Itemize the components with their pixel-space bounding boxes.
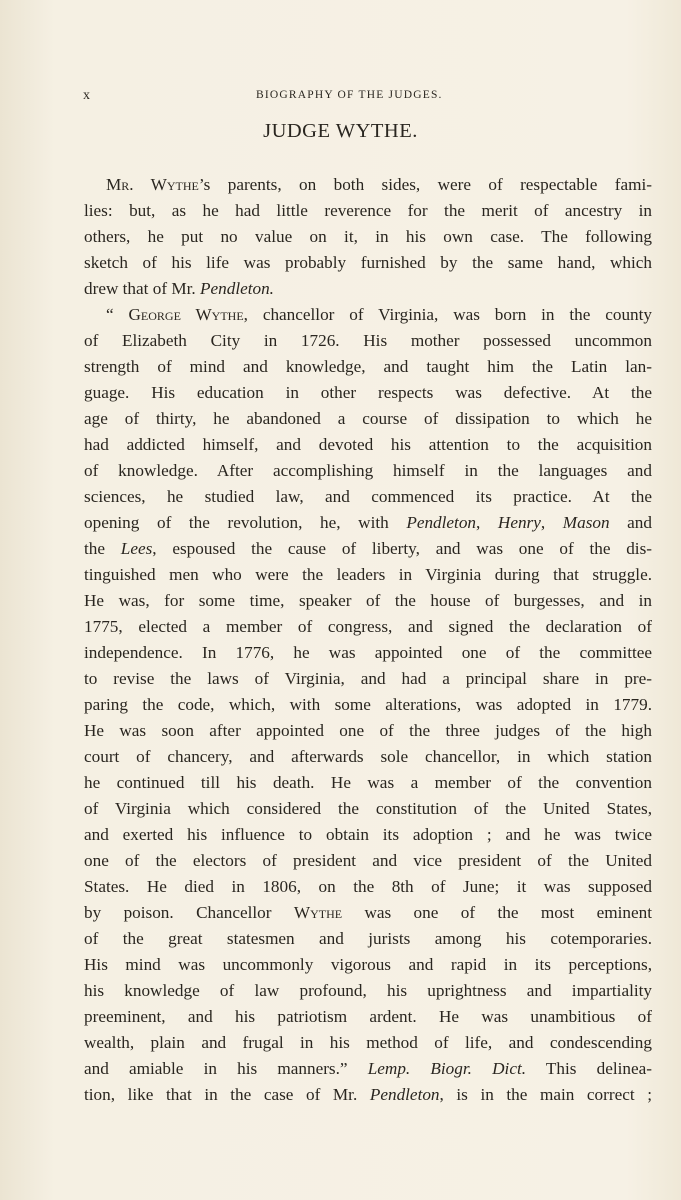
italic-text: Lemp. Biogr. Dict.: [367, 1059, 527, 1078]
text-line: [84, 640, 652, 666]
text-run: independence. In 1776, he was appointed one of the committee: [84, 643, 652, 662]
text-line: [84, 926, 652, 952]
text-run: by poison. Chancellor: [84, 903, 294, 922]
text-line: [84, 588, 652, 614]
italic-text: Pendleton: [406, 513, 477, 532]
italic-text: Pendleton: [369, 1085, 440, 1104]
text-run: He was, for some time, speaker of the house of burgesses, and in: [84, 591, 652, 610]
text-run: “: [106, 305, 129, 324]
text-line: [84, 510, 652, 536]
text-run: 1775, elected a member of congress, and signed the declaration of: [84, 617, 652, 636]
italic-text: Lees: [120, 539, 153, 558]
text-line: [84, 328, 652, 354]
text-run: sciences, he studied law, and commenced its practice. At the: [84, 487, 652, 506]
text-line: [84, 224, 652, 250]
text-run: and: [609, 513, 652, 532]
text-line: [84, 432, 652, 458]
text-run: of the great statesmen and jurists among his cotemporaries.: [84, 929, 652, 948]
text-run: This delinea-: [526, 1059, 652, 1078]
text-line: [84, 1030, 652, 1056]
text-run: and exerted his influence to obtain its adoption ; and he was twice: [84, 825, 652, 844]
text-run: of Virginia which considered the constitution of the United States,: [84, 799, 652, 818]
text-run: was one of the most eminent: [342, 903, 652, 922]
text-run: ’s parents, on both sides, were of respectable fami-: [198, 175, 652, 194]
text-run: had addicted himself, and devoted his attention to the acquisition: [84, 435, 652, 454]
text-line: [84, 874, 652, 900]
text-run: , chancellor of Virginia, was born in the county: [243, 305, 652, 324]
small-caps-text: George Wythe: [128, 305, 244, 324]
text-line: [84, 406, 652, 432]
text-line: [84, 900, 652, 926]
text-line: [84, 952, 652, 978]
chapter-title: JUDGE WYTHE.: [263, 120, 418, 142]
small-caps-text: Mr. Wythe: [106, 175, 199, 194]
text-run: age of thirty, he abandoned a course of dissipation to which he: [84, 409, 652, 428]
small-caps-text: Wythe: [293, 903, 343, 922]
text-run: States. He died in 1806, on the 8th of June; it was supposed: [84, 877, 652, 896]
text-run: ,: [540, 513, 563, 532]
text-line: [84, 198, 652, 224]
text-line: [84, 276, 652, 302]
text-line: [84, 822, 652, 848]
text-run: guage. His education in other respects was defective. At the: [84, 383, 652, 402]
text-run: sketch of his life was probably furnished by the same hand, which: [84, 253, 652, 272]
text-run: opening of the revolution, he, with: [84, 513, 407, 532]
text-line: [84, 718, 652, 744]
text-run: ,: [476, 513, 498, 532]
text-line: [84, 848, 652, 874]
text-line: [84, 250, 652, 276]
text-run: his knowledge of law profound, his uprightness and impartiality: [84, 981, 652, 1000]
text-line: [84, 770, 652, 796]
text-line: [84, 302, 652, 328]
text-run: and amiable in his manners.”: [84, 1059, 368, 1078]
text-line: [84, 536, 652, 562]
text-run: to revise the laws of Virginia, and had a principal share in pre-: [84, 669, 652, 688]
text-run: others, he put no value on it, in his own case. The following: [84, 227, 652, 246]
text-line: [84, 354, 652, 380]
text-run: , espoused the cause of liberty, and was one of the dis-: [152, 539, 652, 558]
text-line: [84, 614, 652, 640]
text-run: lies: but, as he had little reverence for the merit of ancestry in: [84, 201, 652, 220]
text-run: preeminent, and his patriotism ardent. He was unambitious of: [84, 1007, 652, 1026]
italic-text: Pendleton.: [200, 279, 274, 298]
body-text: [84, 172, 652, 1108]
text-line: [84, 562, 652, 588]
text-line: [84, 692, 652, 718]
text-run: drew that of Mr.: [84, 279, 200, 298]
italic-text: Mason: [562, 513, 610, 532]
text-run: tion, like that in the case of Mr.: [84, 1085, 370, 1104]
text-run: tinguished men who were the leaders in Virginia during that struggle.: [84, 565, 652, 584]
text-line: [84, 1082, 652, 1108]
text-run: of Elizabeth City in 1726. His mother possessed uncommon: [84, 331, 652, 350]
text-line: [84, 1004, 652, 1030]
text-run: one of the electors of president and vice president of the United: [84, 851, 652, 870]
italic-text: Henry: [497, 513, 541, 532]
text-run: he continued till his death. He was a member of the convention: [84, 773, 652, 792]
text-line: [84, 666, 652, 692]
running-head-title: BIOGRAPHY OF THE JUDGES.: [256, 89, 443, 101]
text-run: wealth, plain and frugal in his method of life, and condescending: [84, 1033, 652, 1052]
text-run: court of chancery, and afterwards sole chancellor, in which station: [84, 747, 652, 766]
text-run: paring the code, which, with some alterations, was adopted in 1779.: [84, 695, 652, 714]
text-run: , is in the main correct ;: [439, 1085, 652, 1104]
text-run: of knowledge. After accomplishing himself in the languages and: [84, 461, 652, 480]
running-head: [83, 88, 573, 106]
text-line: [84, 458, 652, 484]
text-line: [84, 172, 652, 198]
text-line: [84, 484, 652, 510]
text-line: [84, 978, 652, 1004]
text-line: [84, 796, 652, 822]
text-run: strength of mind and knowledge, and taught him the Latin lan-: [84, 357, 652, 376]
text-run: He was soon after appointed one of the three judges of the high: [84, 721, 652, 740]
text-line: [84, 1056, 652, 1082]
text-line: [84, 380, 652, 406]
text-line: [84, 744, 652, 770]
page-number: x: [83, 88, 90, 103]
text-run: His mind was uncommonly vigorous and rapid in its perceptions,: [84, 955, 652, 974]
text-run: the: [84, 539, 121, 558]
